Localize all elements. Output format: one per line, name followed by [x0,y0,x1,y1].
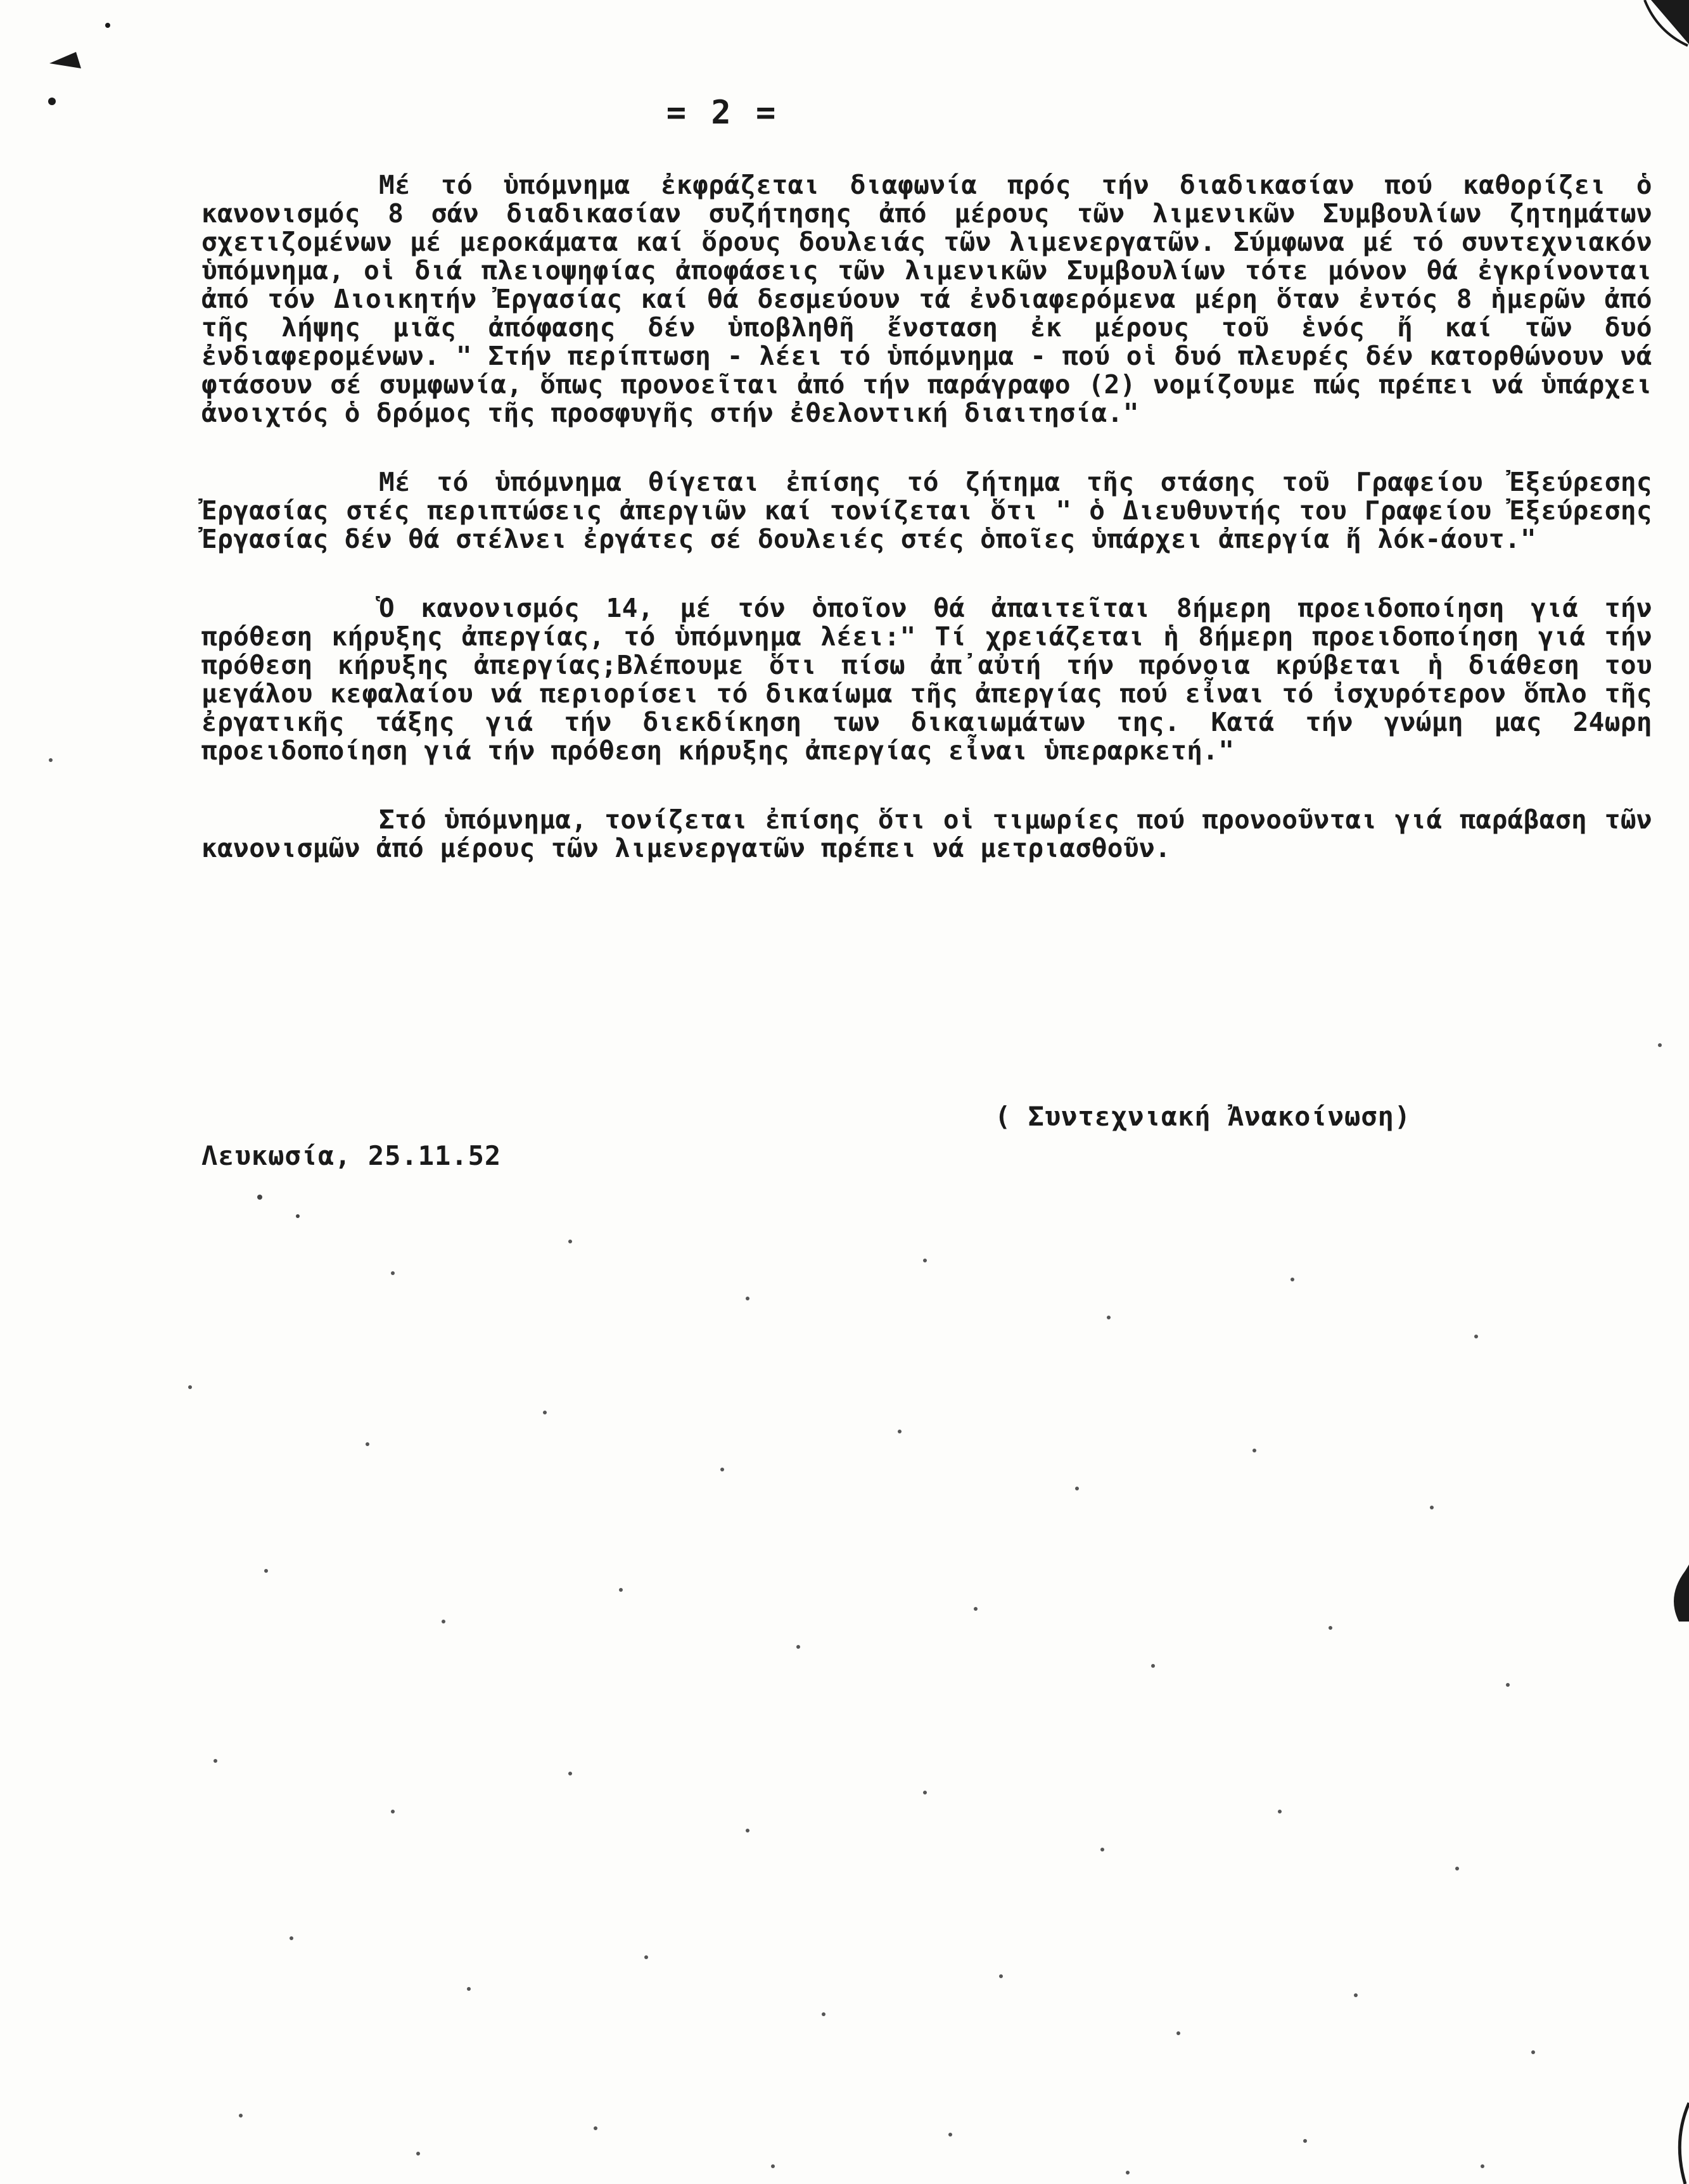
speck [1291,1278,1294,1281]
speck [923,1259,927,1262]
speck [49,758,53,762]
speck [257,1195,262,1200]
speck [239,2114,243,2117]
speck [898,1430,902,1433]
speck [1107,1316,1111,1319]
speck [543,1411,547,1414]
speck [594,2126,597,2130]
speck [290,1936,293,1940]
speck [822,2012,825,2016]
speck [366,1442,369,1446]
margin-dot [48,98,56,105]
place-date: Λευκωσία, 25.11.52 [201,1140,502,1171]
speck [1329,1626,1332,1630]
speck [568,1240,572,1243]
speck [1100,1848,1104,1851]
speck [720,1468,724,1471]
speck [1354,1993,1358,1997]
speck [1506,1683,1510,1687]
speck [1278,1810,1282,1813]
speck [1474,1335,1478,1338]
speck [1455,1867,1459,1870]
speck [416,2152,420,2155]
margin-mark [49,52,81,68]
speck [1430,1506,1434,1509]
speck [1176,2031,1180,2035]
paragraph: Ὁ κανονισμός 14, μέ τόν ὁποῖον θά ἀπαιτεῖται 8ήμερη προειδοποίηση γιά τήν πρόθεση κήρυξης ἀπεργίας, τό ὑπόμνημα λέει:" Τί χρειάζεται ἡ 8ήμερη προειδοποίηση γιά τήν πρόθεση κήρυξης ἀπεργίας;Βλέπουμε ὅτι πίσω ἀπ᾽αὐτή τήν πρόνοια κρύβεται ἡ διάθεση του μεγάλου κεφαλαίου νά περιορίσει τό δικαίωμα τῆς ἀπεργίας πού εἶναι τό ἰσχυρότερον ὅπλο τῆς ἐργατικῆς τάξης γιά τήν διεκδίκηση των δικαιωμάτων της. Κατά τήν γνώμη μας 24ωρη προειδοποίηση γιά τήν πρόθεση κήρυξης ἀπεργίας εἶναι ὑπεραρκετή." [201,593,1652,766]
speck [771,2164,775,2168]
speck [923,1791,927,1794]
speck [568,1772,572,1775]
paragraph: Μέ τό ὑπόμνημα ἐκφράζεται διαφωνία πρός τήν διαδικασίαν πού καθορίζει ὁ κανονισμός 8 σάν διαδικασίαν συζήτησης ἀπό μέρους τῶν λιμενικῶν Συμβουλίων ζητημάτων σχετιζομένων μέ μεροκάματα καί ὅρους δουλειάς τῶν λιμενεργατῶν. Σύμφωνα μέ τό συντεχνιακόν ὑπόμνημα, οἱ διά πλειοψηφίας ἀποφάσεις τῶν λιμενικῶν Συμβουλίων τότε μόνον θά ἐγκρίνονται ἀπό τόν Διοικητήν Ἐργασίας καί θά δεσμεύουν τά ἐνδιαφερόμενα μέρη ὅταν ἐντός 8 ἡμερῶν ἀπό τῆς λήψης μιᾶς ἀπόφασης δέν ὑποβληθῆ ἔνσταση ἐκ μέρους τοῦ ἑνός ἤ καί τῶν δυό ἐνδιαφερομένων. " Στήν περίπτωση - λέει τό ὑπόμνημα - πού οἱ δυό πλευρές δέν κατορθώνουν νά φτάσουν σέ συμφωνία, ὅπως προνοεῖται ἀπό τήν παράγραφο (2) νομίζουμε πώς πρέπει νά ὑπάρχει ἀνοιχτός ὁ δρόμος τῆς προσφυγῆς στήν ἐθελοντική διαιτησία." [201,170,1652,428]
speck [391,1271,395,1275]
signature-line: ( Συντεχνιακή Ἀνακοίνωση) [995,1101,1412,1132]
paragraph: Μέ τό ὑπόμνημα θίγεται ἐπίσης τό ζήτημα τῆς στάσης τοῦ Γραφείου Ἐξεύρεσης Ἐργασίας στές περιπτώσεις ἀπεργιῶν καί τονίζεται ὅτι " ὁ Διευθυντής του Γραφείου Ἐξεύρεσης Ἐργασίας δέν θά στέλνει ἐργάτες σέ δουλειές στές ὁποῖες ὑπάρχει ἀπεργία ἤ λόκ-άουτ." [201,467,1652,554]
speck [296,1214,300,1218]
speck [1252,1449,1256,1452]
margin-dot [105,23,110,28]
page-number: = 2 = [666,94,779,132]
speck [1126,2171,1130,2174]
speck [619,1588,623,1592]
speck [467,1987,471,1991]
speck [214,1759,217,1763]
speck [1303,2139,1307,2143]
speck [1151,1664,1155,1668]
speck [1075,1487,1079,1490]
corner-fold-mark [1613,0,1689,57]
speck [1658,1043,1662,1047]
speck [796,1645,800,1649]
speck [999,1974,1003,1978]
speck [644,1955,648,1959]
document-body [201,171,1652,903]
speck [974,1607,978,1611]
speck [1531,2050,1535,2054]
speck [391,1810,395,1813]
speck [442,1620,445,1623]
speck [188,1385,192,1389]
speck [264,1569,268,1573]
speck [1481,2164,1484,2168]
speck [948,2133,952,2136]
paragraph: Στό ὑπόμνημα, τονίζεται ἐπίσης ὅτι οἱ τιμωρίες πού προνοοῦνται γιά παράβαση τῶν κανονισμῶν ἀπό μέρους τῶν λιμενεργατῶν πρέπει νά μετριασθοῦν. [201,804,1652,863]
edge-mark [1674,1565,1689,1622]
speck [746,1829,749,1832]
edge-mark [1679,2103,1689,2184]
speck [746,1297,749,1300]
